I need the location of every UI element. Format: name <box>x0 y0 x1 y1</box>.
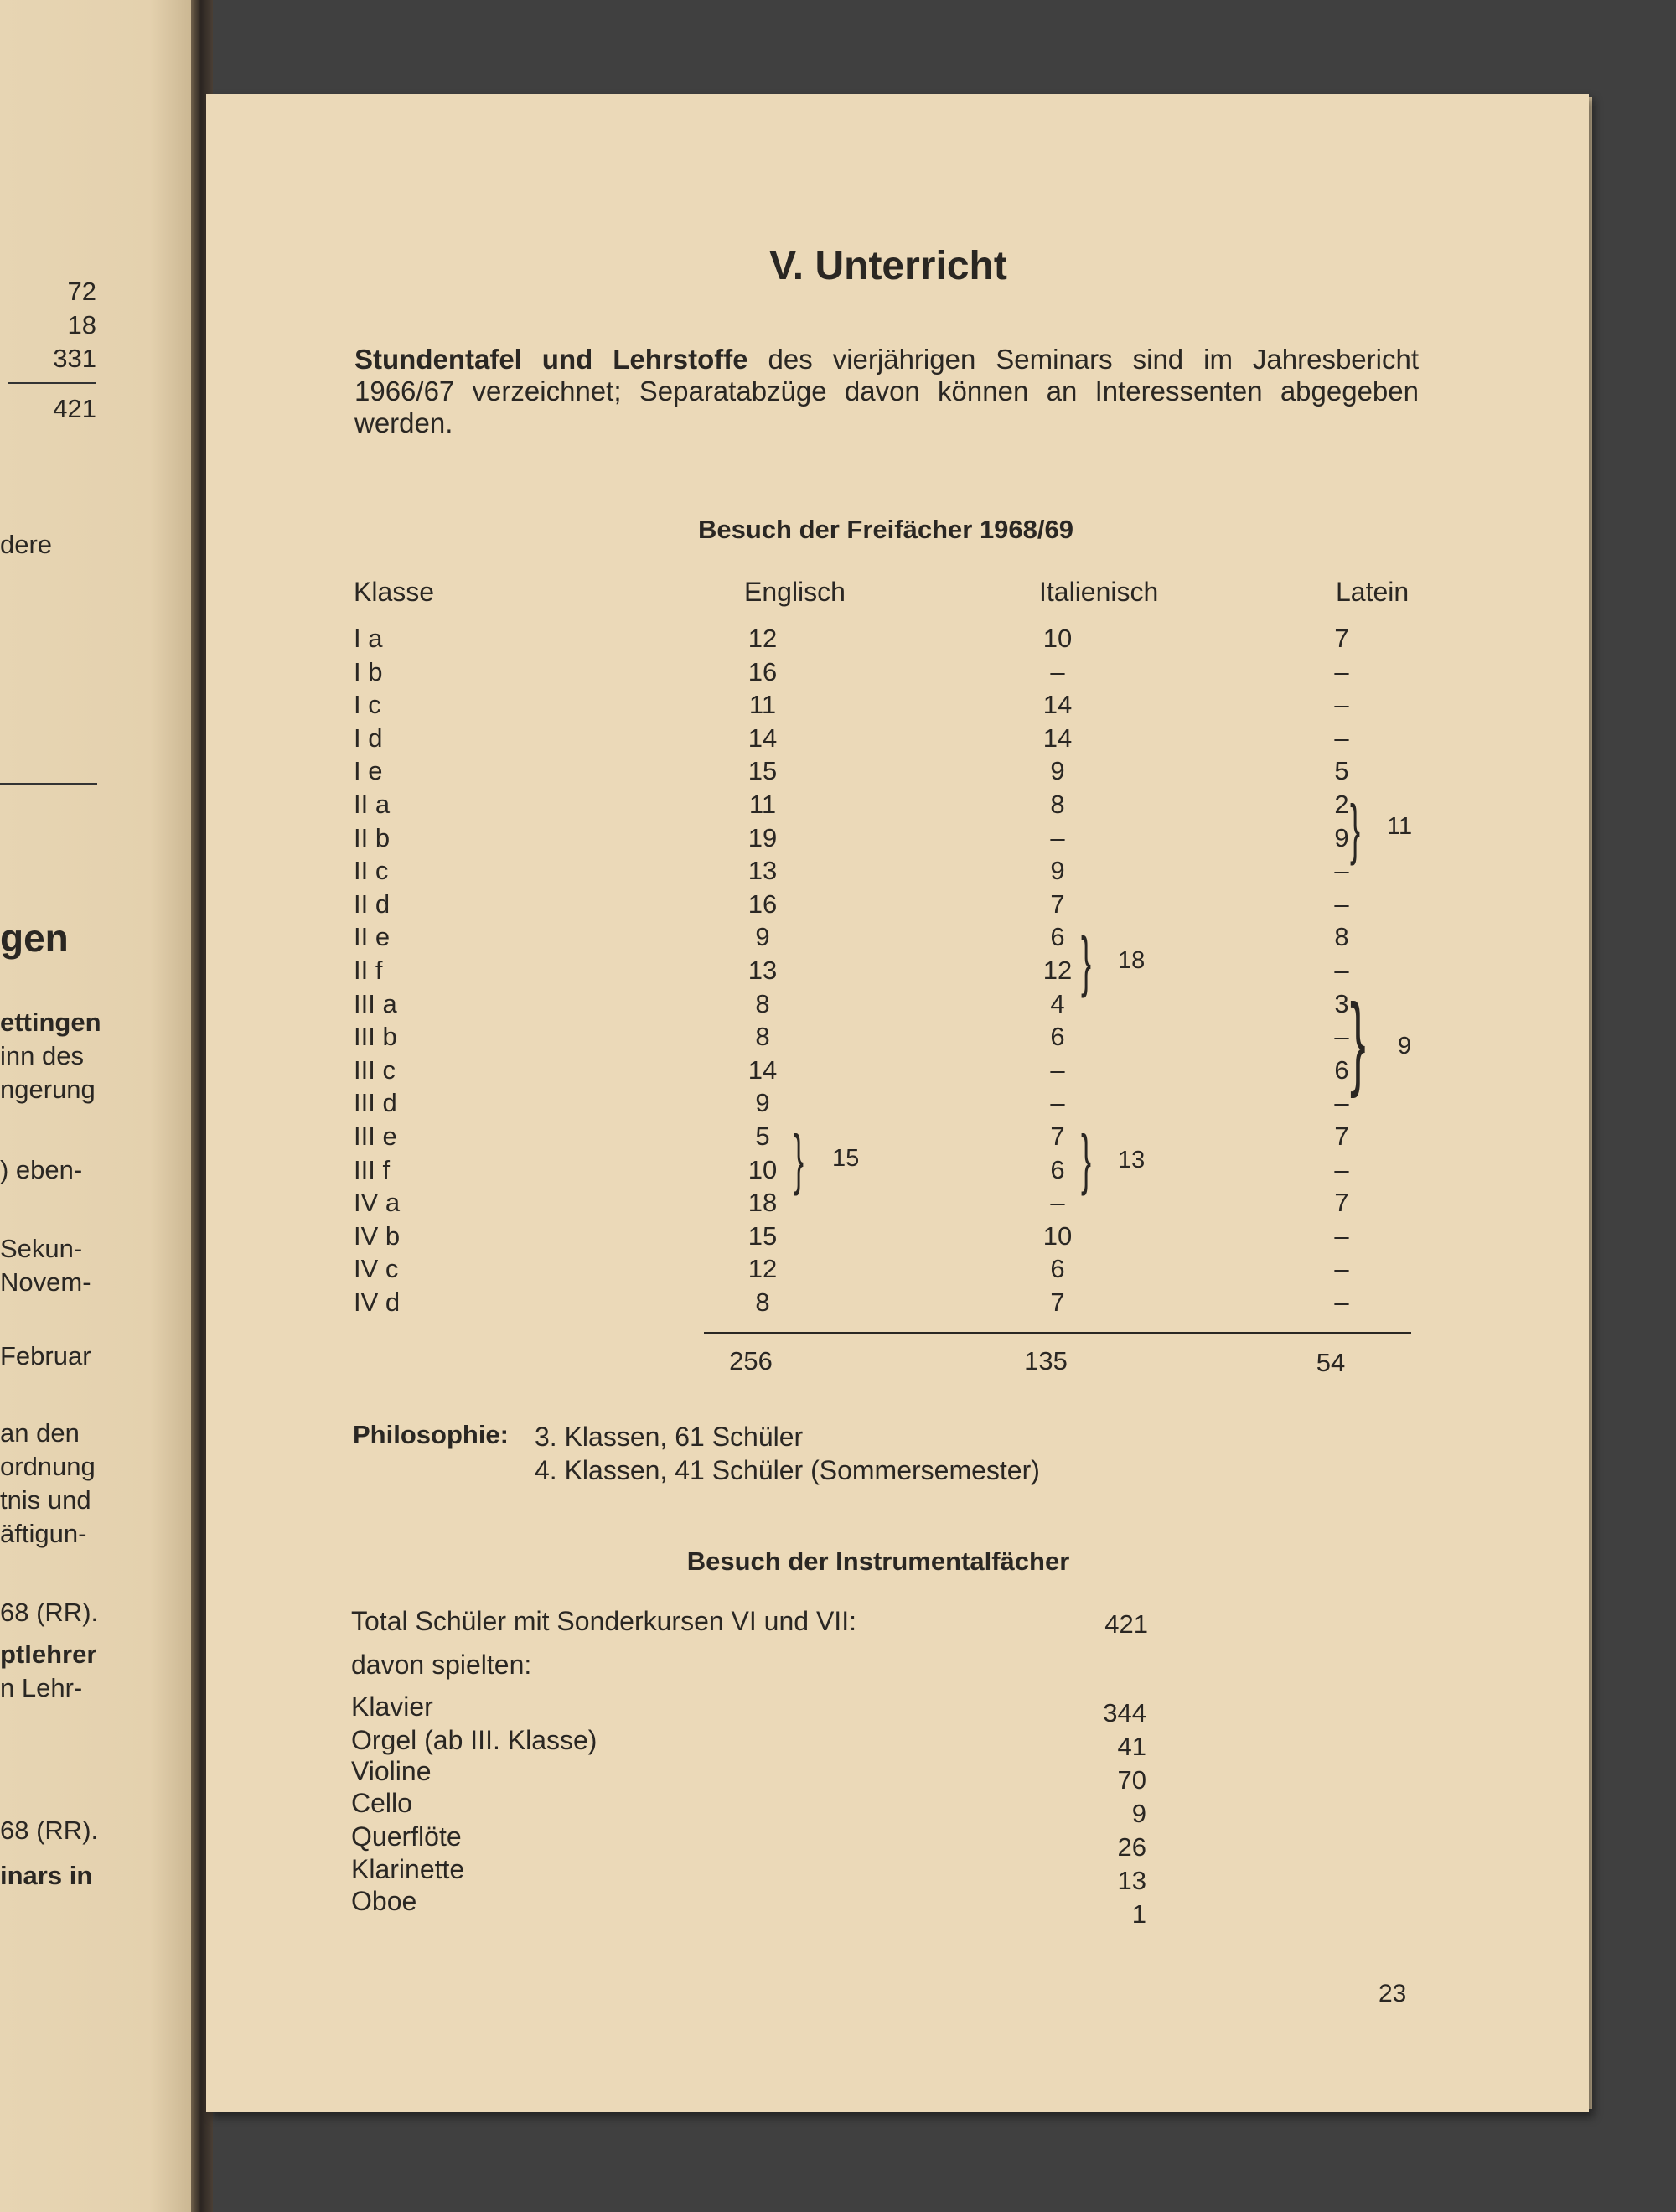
cell-klasse: IV a <box>354 1188 401 1217</box>
total-italienisch: 135 <box>1024 1346 1068 1375</box>
instrument-count: 13 <box>1117 1866 1146 1895</box>
cell-italienisch: 8 <box>1050 790 1065 819</box>
brace-total: 11 <box>1387 813 1413 840</box>
instrument-name: Violine <box>351 1756 432 1786</box>
left-fragment: an den <box>0 1418 80 1448</box>
cell-italienisch: 10 <box>1042 624 1073 653</box>
left-fragment: 68 (RR). <box>0 1816 99 1845</box>
cell-klasse: III b <box>354 1022 397 1051</box>
cell-italienisch: 4 <box>1050 989 1065 1018</box>
cell-klasse: II f <box>354 956 383 985</box>
instrument-count: 9 <box>1131 1799 1146 1828</box>
cell-latein: – <box>1334 723 1349 753</box>
cell-englisch: 15 <box>747 1221 778 1251</box>
instrument-total-value: 421 <box>1104 1609 1148 1639</box>
cell-latein: – <box>1334 1022 1349 1051</box>
left-fragment: ettingen <box>0 1008 101 1037</box>
cell-latein: 7 <box>1334 624 1349 653</box>
page-number: 23 <box>1379 1980 1407 2007</box>
cell-klasse: IV c <box>354 1254 399 1283</box>
cell-latein: – <box>1334 1254 1349 1283</box>
cell-italienisch: 12 <box>1042 956 1073 985</box>
instrument-name: Orgel (ab III. Klasse) <box>351 1725 597 1755</box>
cell-klasse: IV d <box>354 1287 401 1317</box>
left-number: 421 <box>53 394 96 423</box>
cell-englisch: 9 <box>755 1088 770 1117</box>
cell-englisch: 8 <box>755 1022 770 1051</box>
cell-englisch: 19 <box>747 823 778 852</box>
cell-italienisch: 14 <box>1042 723 1073 753</box>
cell-klasse: IV b <box>354 1221 401 1251</box>
cell-englisch: 15 <box>747 756 778 785</box>
cell-klasse: III e <box>354 1122 397 1151</box>
intro-line: des vierjährigen Seminars sind im Jahresbericht <box>768 344 1419 375</box>
philosophy-label: Philosophie: <box>353 1420 509 1449</box>
cell-italienisch: 7 <box>1050 1122 1065 1151</box>
page-title: V. Unterricht <box>769 244 1007 288</box>
cell-latein: 2 <box>1334 790 1349 819</box>
totals-rule <box>704 1332 1411 1334</box>
left-fragment: n Lehr- <box>0 1673 83 1702</box>
left-fragment: äftigun- <box>0 1519 87 1548</box>
cell-englisch: 12 <box>747 624 778 653</box>
instrument-count: 70 <box>1117 1765 1146 1795</box>
cell-italienisch: 7 <box>1050 889 1065 919</box>
brace-total: 18 <box>1118 947 1146 974</box>
cell-klasse: III a <box>354 989 397 1018</box>
cell-englisch: 13 <box>747 856 778 885</box>
left-fragment: ordnung <box>0 1452 96 1481</box>
left-fragment: ptlehrer <box>0 1640 97 1669</box>
instrument-name: Oboe <box>351 1886 417 1916</box>
left-fragment: ngerung <box>0 1075 96 1104</box>
cell-latein: 3 <box>1334 989 1349 1018</box>
left-fragment: Novem- <box>0 1267 91 1297</box>
cell-klasse: III c <box>354 1055 396 1085</box>
left-number: 18 <box>67 310 96 339</box>
cell-klasse: III d <box>354 1088 397 1117</box>
cell-englisch: 8 <box>755 989 770 1018</box>
intro-bold: Stundentafel und Lehrstoffe <box>354 344 748 375</box>
instrument-count: 344 <box>1103 1698 1146 1728</box>
philosophy-line: 4. Klassen, 41 Schüler (Sommersemester) <box>535 1455 1040 1485</box>
cell-italienisch: 14 <box>1042 690 1073 719</box>
cell-italienisch: 6 <box>1050 1254 1065 1283</box>
cell-latein: 7 <box>1334 1122 1349 1151</box>
intro-line: werden. <box>354 407 453 438</box>
cell-italienisch: 6 <box>1050 922 1065 951</box>
cell-englisch: 12 <box>747 1254 778 1283</box>
cell-englisch: 5 <box>755 1122 770 1151</box>
cell-englisch: 11 <box>748 690 777 719</box>
cell-italienisch: 9 <box>1050 856 1065 885</box>
cell-latein: – <box>1334 1287 1349 1317</box>
table-title: Besuch der Freifächer 1968/69 <box>697 515 1074 544</box>
brace-latein-iia-iib: } <box>1350 791 1361 866</box>
cell-italienisch: – <box>1050 823 1065 852</box>
cell-latein: 7 <box>1334 1188 1349 1217</box>
cell-englisch: 14 <box>747 1055 778 1085</box>
instrument-title: Besuch der Instrumentalfächer <box>686 1546 1070 1576</box>
brace-total: 15 <box>832 1145 860 1172</box>
cell-latein: 8 <box>1334 922 1349 951</box>
cell-latein: – <box>1334 889 1349 919</box>
brace-engl-iiie-iiif: } <box>794 1122 804 1196</box>
left-fragment: inars in <box>0 1861 93 1890</box>
cell-klasse: II a <box>354 790 391 819</box>
instrument-name: Querflöte <box>351 1821 462 1852</box>
cell-englisch: 13 <box>747 956 778 985</box>
cell-englisch: 8 <box>755 1287 770 1317</box>
cell-latein: – <box>1334 1221 1349 1251</box>
left-fragment: 68 (RR). <box>0 1598 99 1627</box>
brace-total: 13 <box>1118 1147 1146 1173</box>
cell-latein: 6 <box>1334 1055 1349 1085</box>
cell-englisch: 14 <box>747 723 778 753</box>
column-header-latein: Latein <box>1336 577 1410 607</box>
cell-italienisch: 6 <box>1050 1022 1065 1051</box>
instrument-name: Klarinette <box>351 1854 465 1884</box>
left-fragment: Februar <box>0 1341 91 1370</box>
cell-englisch: 11 <box>748 790 777 819</box>
cell-englisch: 10 <box>747 1155 778 1184</box>
cell-italienisch: 6 <box>1050 1155 1065 1184</box>
cell-latein: 5 <box>1334 756 1349 785</box>
cell-latein: 9 <box>1334 823 1349 852</box>
cell-italienisch: – <box>1050 657 1065 686</box>
cell-klasse: I c <box>354 690 381 719</box>
instrument-count: 1 <box>1131 1899 1146 1929</box>
brace-latein-iiia-iiic: } <box>1350 983 1366 1099</box>
cell-latein: – <box>1334 657 1349 686</box>
intro-line: 1966/67 verzeichnet; Separatabzüge davon können an Interessenten abgegeben <box>354 376 1419 407</box>
cell-klasse: II e <box>354 922 391 951</box>
cell-italienisch: 7 <box>1050 1287 1065 1317</box>
total-englisch: 256 <box>729 1346 773 1375</box>
instrument-name: Klavier <box>351 1691 433 1722</box>
instrument-count: 26 <box>1117 1832 1146 1862</box>
instrument-total-label: Total Schüler mit Sonderkursen VI und VII: <box>351 1606 856 1636</box>
left-divider <box>0 783 97 785</box>
cell-englisch: 18 <box>747 1188 778 1217</box>
column-header-englisch: Englisch <box>744 577 846 607</box>
left-page <box>0 0 199 2212</box>
brace-ital-iie-iif: } <box>1081 924 1092 998</box>
cell-latein: – <box>1334 856 1349 885</box>
cell-italienisch: 9 <box>1050 756 1065 785</box>
cell-klasse: III f <box>354 1155 391 1184</box>
cell-latein: – <box>1334 1155 1349 1184</box>
cell-klasse: II d <box>354 889 391 919</box>
cell-klasse: I b <box>354 657 383 686</box>
left-fragment: Sekun- <box>0 1234 83 1263</box>
cell-englisch: 9 <box>755 922 770 951</box>
brace-total: 9 <box>1398 1033 1412 1059</box>
cell-klasse: II b <box>354 823 391 852</box>
brace-ital-iiie-iiif: } <box>1081 1122 1092 1196</box>
left-fragment: tnis und <box>0 1485 91 1515</box>
cell-italienisch: – <box>1050 1188 1065 1217</box>
left-number: 72 <box>67 277 96 306</box>
left-heading-fragment: gen <box>0 916 69 960</box>
cell-klasse: I d <box>354 723 383 753</box>
cell-englisch: 16 <box>747 889 778 919</box>
cell-latein: – <box>1334 1088 1349 1117</box>
cell-italienisch: – <box>1050 1088 1065 1117</box>
philosophy-line: 3. Klassen, 61 Schüler <box>535 1422 804 1452</box>
total-latein: 54 <box>1316 1348 1346 1377</box>
left-fragment: ) eben- <box>0 1155 83 1184</box>
left-fragment: inn des <box>0 1041 84 1070</box>
instrument-name: Cello <box>351 1788 412 1818</box>
cell-latein: – <box>1334 690 1349 719</box>
column-header-klasse: Klasse <box>354 577 435 607</box>
cell-latein: – <box>1334 956 1349 985</box>
cell-klasse: II c <box>354 856 389 885</box>
instrument-count: 41 <box>1117 1732 1146 1761</box>
cell-italienisch: 10 <box>1042 1221 1073 1251</box>
column-header-italienisch: Italienisch <box>1039 577 1159 607</box>
cell-italienisch: – <box>1050 1055 1065 1085</box>
left-fragment: dere <box>0 530 53 559</box>
instrument-subheading: davon spielten: <box>351 1650 532 1680</box>
left-sum-rule <box>8 382 96 384</box>
cell-klasse: I a <box>354 624 383 653</box>
cell-klasse: I e <box>354 756 383 785</box>
cell-englisch: 16 <box>747 657 778 686</box>
left-number: 331 <box>53 344 96 373</box>
